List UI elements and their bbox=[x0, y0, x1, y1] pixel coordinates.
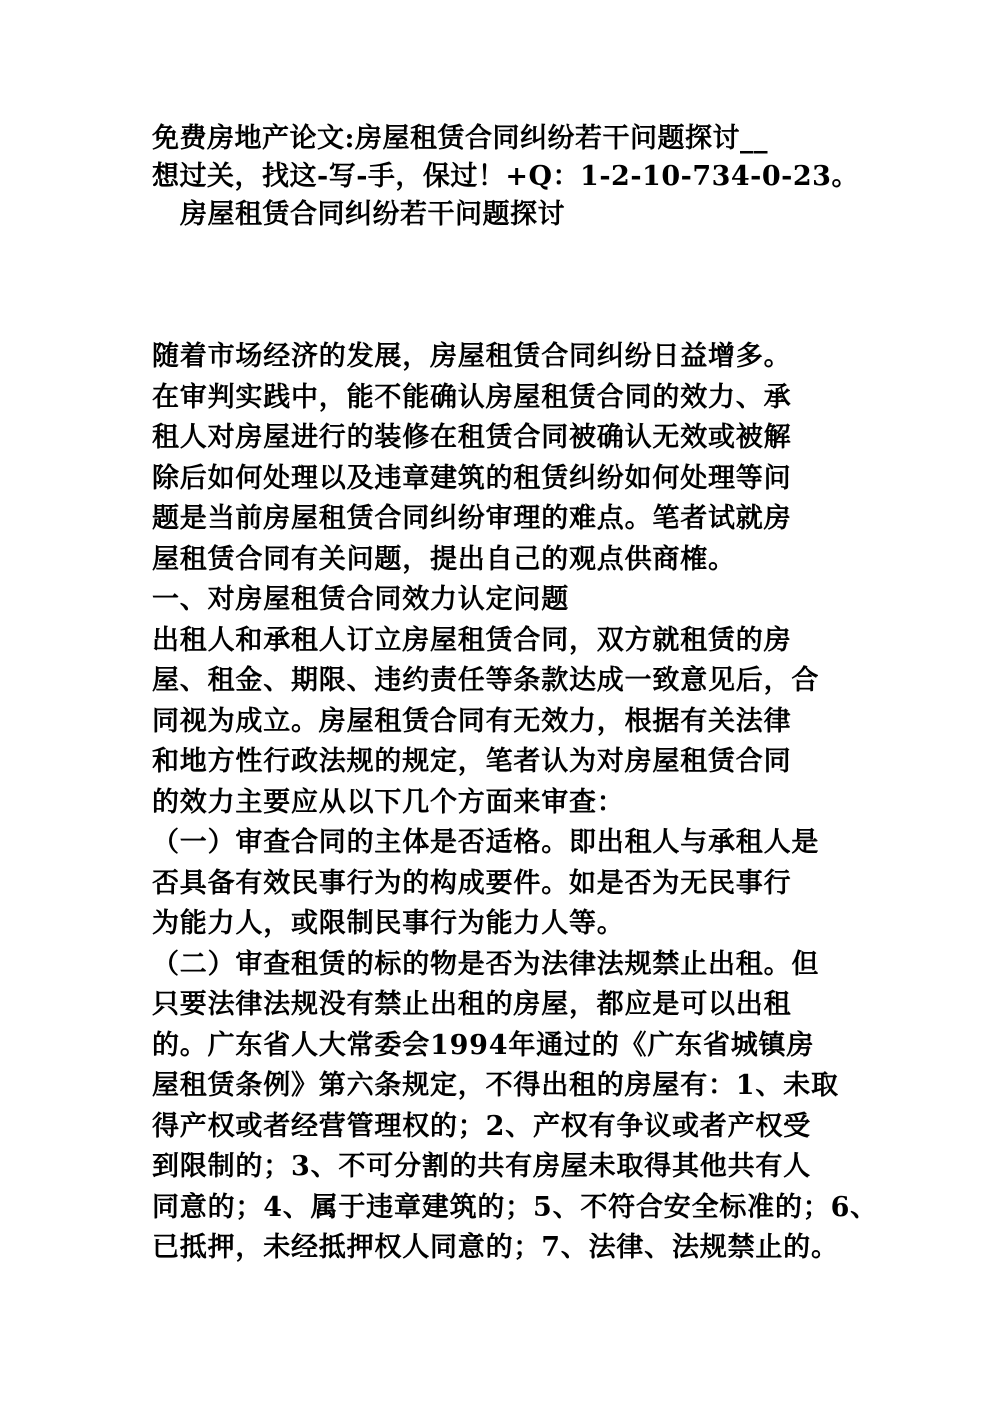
body-line: 已抵押，未经抵押权人同意的；7、法律、法规禁止的。 bbox=[152, 1232, 839, 1263]
body-line: 屋租赁合同有关问题，提出自己的观点供商榷。 bbox=[152, 543, 736, 575]
body-line: 的效力主要应从以下几个方面来审查： bbox=[152, 786, 625, 818]
body-line: 随着市场经济的发展，房屋租赁合同纠纷日益增多。 bbox=[152, 341, 792, 372]
list-item-1: （一）审查合同的主体是否适格。即出租人与承租人是 bbox=[152, 827, 820, 858]
body-line: 屋租赁条例》第六条规定，不得出租的房屋有：1、未取 bbox=[152, 1070, 839, 1101]
document-header bbox=[152, 120, 859, 234]
list-item-2: （二）审查租赁的标的物是否为法律法规禁止出租。但 bbox=[152, 948, 820, 980]
body-line: 同意的；4、属于违章建筑的；5、不符合安全标准的；6、 bbox=[152, 1191, 878, 1223]
header-title-line-1: 免费房地产论文:房屋租赁合同纠纷若干问题探讨__ bbox=[152, 123, 768, 154]
body-line: 和地方性行政法规的规定，笔者认为对房屋租赁合同 bbox=[152, 746, 792, 777]
section-heading: 一、对房屋租赁合同效力认定问题 bbox=[152, 584, 569, 615]
body-line: 在审判实践中，能不能确认房屋租赁合同的效力、承 bbox=[152, 381, 792, 413]
body-line: 为能力人，或限制民事行为能力人等。 bbox=[152, 908, 625, 939]
body-line: 只要法律法规没有禁止出租的房屋，都应是可以出租 bbox=[152, 989, 792, 1020]
body-line: 到限制的；3、不可分割的共有房屋未取得其他共有人 bbox=[152, 1151, 811, 1182]
article-title: 房屋租赁合同纠纷若干问题探讨 bbox=[180, 199, 565, 230]
body-line: 题是当前房屋租赁合同纠纷审理的难点。笔者试就房 bbox=[152, 503, 792, 534]
body-line: 出租人和承租人订立房屋租赁合同，双方就租赁的房 bbox=[152, 624, 792, 656]
document-body bbox=[152, 337, 878, 1269]
body-line: 否具备有效民事行为的构成要件。如是否为无民事行 bbox=[152, 867, 792, 899]
body-line: 得产权或者经营管理权的；2、产权有争议或者产权受 bbox=[152, 1110, 811, 1142]
body-line: 除后如何处理以及违章建筑的租赁纠纷如何处理等问 bbox=[152, 462, 792, 494]
body-line: 的。广东省人大常委会1994年通过的《广东省城镇房 bbox=[152, 1029, 815, 1061]
body-line: 屋、租金、期限、违约责任等条款达成一致意见后，合 bbox=[152, 665, 820, 696]
body-line: 同视为成立。房屋租赁合同有无效力，根据有关法律 bbox=[152, 705, 792, 737]
header-contact-line: 想过关，找这-写-手，保过！+Q：1-2-10-734-0-23。 bbox=[152, 161, 859, 192]
body-line: 租人对房屋进行的装修在租赁合同被确认无效或被解 bbox=[152, 422, 792, 453]
